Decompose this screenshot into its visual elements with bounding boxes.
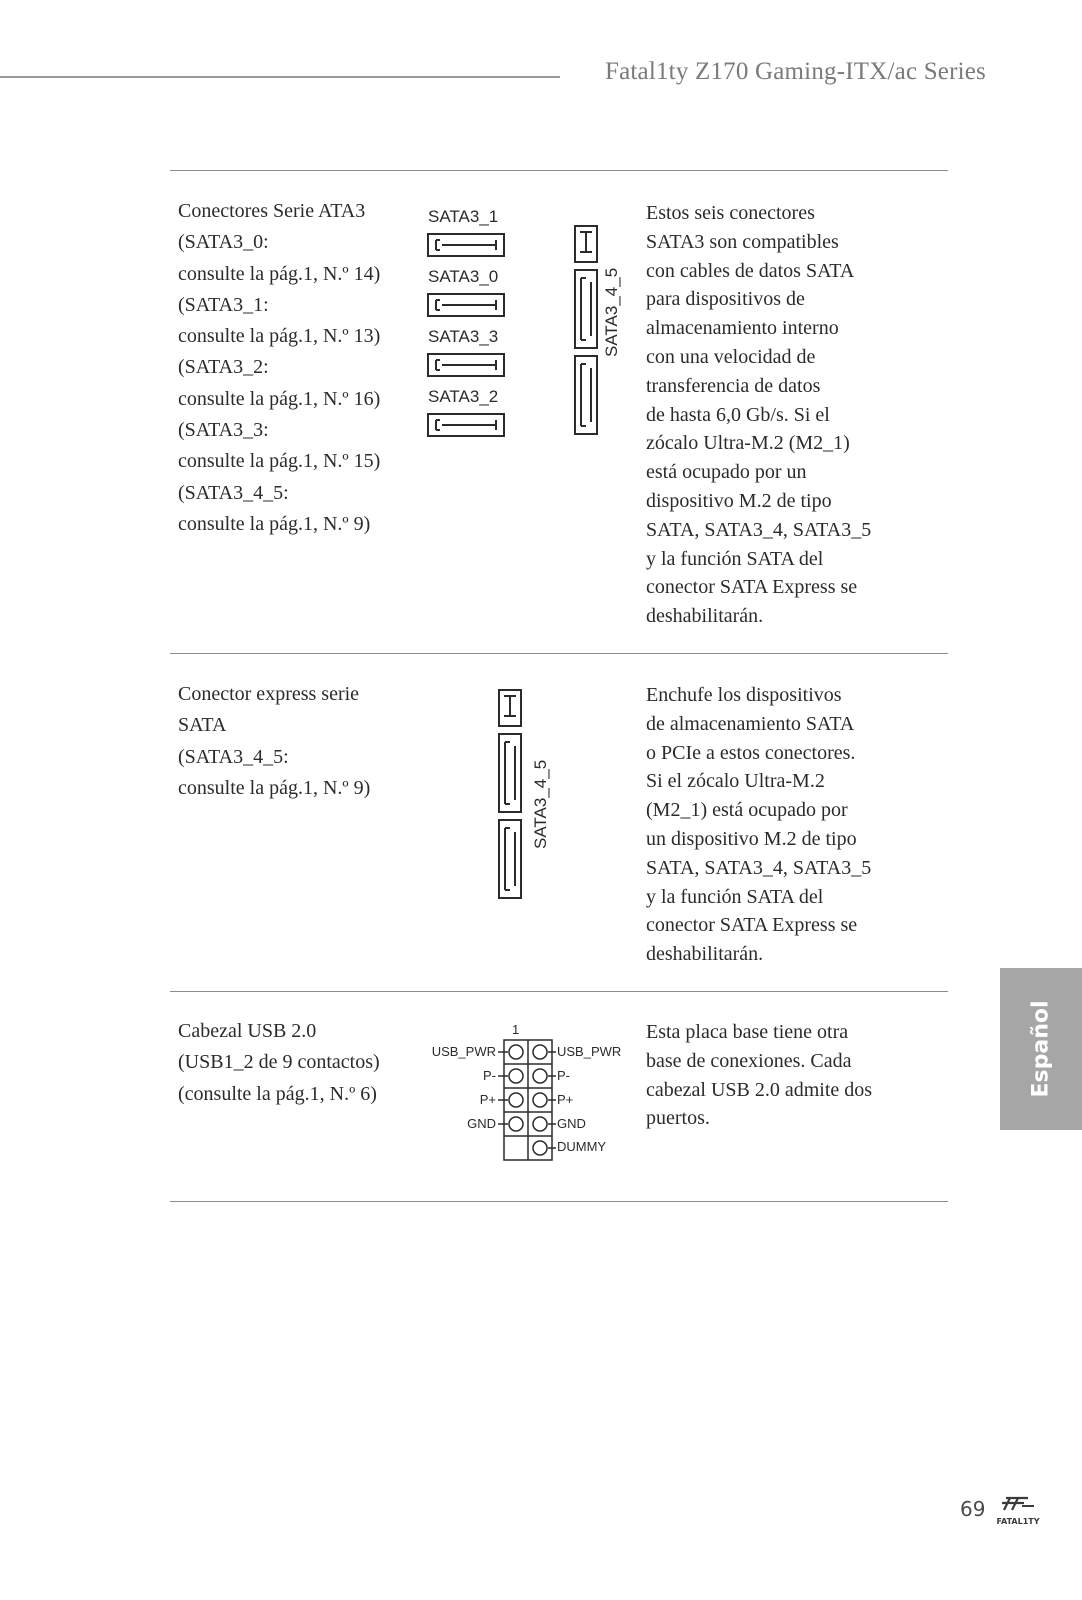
pin-label: USB_PWR	[557, 1044, 622, 1059]
text-line: puertos.	[646, 1107, 710, 1130]
usb-pin	[533, 1045, 547, 1059]
usb-header-description	[178, 1016, 408, 1110]
text-line: para dispositivos de	[646, 288, 805, 311]
text-line: de almacenamiento SATA	[646, 712, 855, 735]
sata3-2-label: SATA3_2	[428, 387, 499, 406]
sata-express-description	[178, 679, 408, 804]
sata-express-small-port	[499, 690, 521, 726]
usb-pin	[533, 1117, 547, 1131]
sata-express-diagram	[495, 684, 565, 904]
language-tab-label: Español	[1028, 1000, 1054, 1098]
text-line: dispositivo M.2 de tipo	[646, 489, 832, 512]
fatal1ty-logo-icon	[992, 1494, 1044, 1528]
pin-label: P-	[557, 1068, 570, 1083]
page-header-title: Fatal1ty Z170 Gaming-ITX/ac Series	[604, 58, 986, 85]
divider	[170, 170, 948, 171]
text-line: de hasta 6,0 Gb/s. Si el	[646, 403, 830, 426]
pin-label: P+	[479, 1092, 496, 1107]
sata3-connectors-explanation	[646, 199, 906, 631]
text-line: consulte la pág.1, N.º 9)	[178, 776, 371, 799]
text-line: consulte la pág.1, N.º 15)	[178, 450, 381, 473]
text-line: (SATA3_4_5:	[178, 481, 289, 504]
pin-1-label: 1	[512, 1022, 520, 1037]
sata-express-explanation	[646, 681, 906, 969]
text-line: SATA3 son compatibles	[646, 230, 839, 253]
text-line: SATA	[178, 714, 227, 737]
pin-label: P+	[557, 1092, 574, 1107]
text-line: transferencia de datos	[646, 374, 821, 397]
sata3-0-label: SATA3_0	[428, 267, 499, 286]
text-line: (SATA3_0:	[178, 231, 269, 254]
sata3-connectors-description	[178, 196, 408, 540]
text-line: y la función SATA del	[646, 885, 824, 908]
text-line: (SATA3_1:	[178, 293, 269, 316]
pin-label: GND	[467, 1116, 496, 1131]
usb-pin	[509, 1045, 523, 1059]
text-line: con cables de datos SATA	[646, 259, 855, 282]
usb-pin	[533, 1141, 547, 1155]
text-line: Esta placa base tiene otra	[646, 1021, 849, 1043]
sata-express-small-port	[575, 226, 597, 262]
text-line: (consulte la pág.1, N.º 6)	[178, 1082, 377, 1105]
text-line: deshabilitarán.	[646, 605, 764, 628]
text-line: Enchufe los dispositivos	[646, 684, 842, 706]
sata-port-horizontal	[428, 354, 504, 376]
pin-label: GND	[557, 1116, 586, 1131]
sata3-1-label: SATA3_1	[428, 207, 499, 226]
language-tab	[1000, 968, 1082, 1130]
pin-label: USB_PWR	[431, 1044, 496, 1059]
divider	[170, 653, 948, 654]
usb-pin	[533, 1069, 547, 1083]
text-line: consulte la pág.1, N.º 9)	[178, 512, 371, 535]
text-line: un dispositivo M.2 de tipo	[646, 827, 857, 850]
text-line: almacenamiento interno	[646, 317, 839, 340]
text-line: base de conexiones. Cada	[646, 1049, 852, 1072]
divider	[170, 1201, 948, 1202]
text-line: Si el zócalo Ultra-M.2	[646, 770, 825, 793]
text-line: consulte la pág.1, N.º 13)	[178, 325, 381, 348]
header-rule	[0, 76, 560, 78]
text-line: está ocupado por un	[646, 461, 807, 484]
text-line: Cabezal USB 2.0	[178, 1020, 317, 1042]
usb-header-explanation	[646, 1018, 906, 1133]
sata-express-port	[499, 734, 521, 812]
usb-pin	[509, 1069, 523, 1083]
sata-express-port	[575, 270, 597, 348]
logo-text: FATAL1TY	[996, 1517, 1040, 1526]
usb-pin	[509, 1093, 523, 1107]
sata-express-port	[499, 820, 521, 898]
usb-header-pin-diagram	[420, 1020, 640, 1170]
text-line: deshabilitarán.	[646, 943, 764, 966]
text-line: consulte la pág.1, N.º 16)	[178, 387, 381, 410]
text-line: zócalo Ultra-M.2 (M2_1)	[646, 432, 850, 455]
usb-pin	[533, 1093, 547, 1107]
pin-label: DUMMY	[557, 1139, 607, 1154]
text-line: y la función SATA del	[646, 547, 824, 570]
text-line: conector SATA Express se	[646, 914, 858, 937]
text-line: SATA, SATA3_4, SATA3_5	[646, 518, 872, 541]
usb-pin	[509, 1117, 523, 1131]
text-line: con una velocidad de	[646, 345, 816, 368]
text-line: Conector express serie	[178, 683, 360, 705]
text-line: cabezal USB 2.0 admite dos	[646, 1078, 873, 1101]
text-line: (USB1_2 de 9 contactos)	[178, 1051, 380, 1074]
text-line: Conectores Serie ATA3	[178, 200, 366, 222]
text-line: (SATA3_2:	[178, 356, 269, 379]
sata3-3-label: SATA3_3	[428, 327, 499, 346]
pin-label: P-	[483, 1068, 496, 1083]
text-line: (SATA3_3:	[178, 419, 269, 442]
sata3-4-5-label: SATA3_4_5	[602, 267, 621, 357]
divider	[170, 991, 948, 992]
sata-express-port	[575, 356, 597, 434]
text-line: (M2_1) está ocupado por	[646, 799, 848, 822]
sata3-4-5-label: SATA3_4_5	[531, 759, 550, 849]
text-line: o PCIe a estos conectores.	[646, 741, 856, 764]
text-line: (SATA3_4_5:	[178, 745, 289, 768]
page-number: 69	[960, 1497, 986, 1521]
sata-port-horizontal	[428, 234, 504, 256]
text-line: Estos seis conectores	[646, 202, 815, 224]
sata3-connectors-diagram	[418, 200, 638, 450]
text-line: consulte la pág.1, N.º 14)	[178, 262, 381, 285]
sata-port-horizontal	[428, 414, 504, 436]
text-line: conector SATA Express se	[646, 576, 858, 599]
sata-port-horizontal	[428, 294, 504, 316]
text-line: SATA, SATA3_4, SATA3_5	[646, 856, 872, 879]
